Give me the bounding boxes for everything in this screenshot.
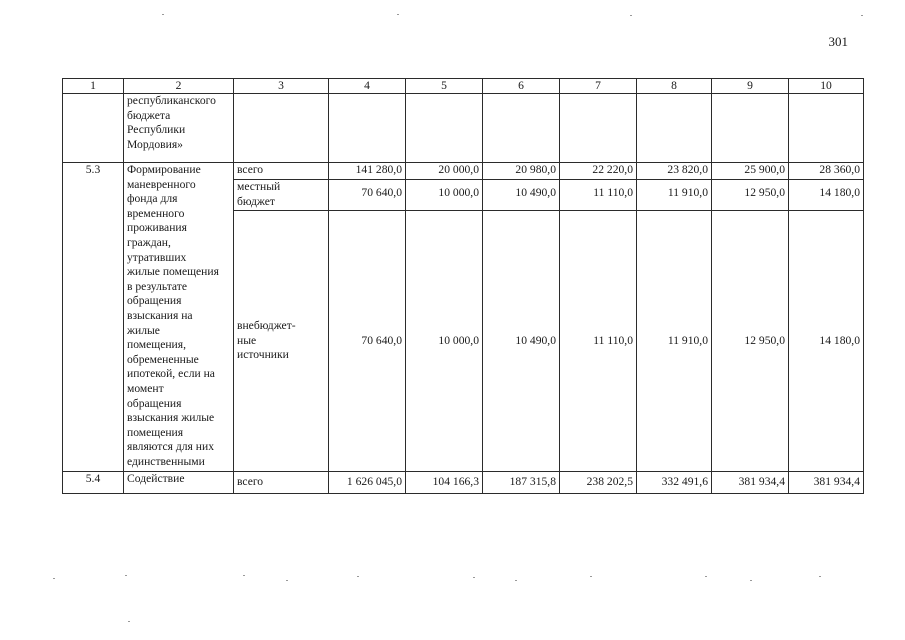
- value-cell: 381 934,4: [789, 472, 864, 494]
- text-line: взыскания жилые: [127, 411, 215, 425]
- text-line: помещения,: [127, 338, 186, 352]
- value-cell: 238 202,5: [560, 472, 637, 494]
- value-cell: 23 820,0: [637, 163, 712, 180]
- source-text: [237, 319, 325, 363]
- table-cell: [329, 94, 406, 163]
- value-cell: 10 490,0: [483, 211, 560, 472]
- table-cell: [637, 94, 712, 163]
- text-line: бюджета: [127, 108, 171, 122]
- text-line: всего: [237, 475, 264, 489]
- scan-speck: [861, 15, 863, 16]
- text-line: фонда для: [127, 192, 178, 206]
- value-cell: 10 490,0: [483, 180, 560, 211]
- header-cell: 6: [483, 79, 560, 94]
- value-cell: 10 000,0: [406, 211, 483, 472]
- scan-speck: [473, 577, 475, 578]
- value-cell: 14 180,0: [789, 180, 864, 211]
- header-cell: 10: [789, 79, 864, 94]
- scan-speck: [705, 576, 707, 577]
- text-line: являются для них: [127, 440, 214, 454]
- header-cell: 9: [712, 79, 789, 94]
- scan-speck: [128, 621, 130, 622]
- value-cell: 70 640,0: [329, 211, 406, 472]
- header-cell: 2: [124, 79, 234, 94]
- value-cell: 104 166,3: [406, 472, 483, 494]
- text-line: обращения: [127, 396, 182, 410]
- value-cell: 25 900,0: [712, 163, 789, 180]
- text-line: проживания: [127, 221, 187, 235]
- table-header-row: [63, 79, 864, 94]
- text-line: ипотекой, если на: [127, 367, 215, 381]
- value-cell: 12 950,0: [712, 211, 789, 472]
- table-row-5-4-total: [63, 472, 864, 494]
- text-line: Формирование: [127, 163, 201, 176]
- scan-speck: [819, 576, 821, 577]
- text-line: жилые помещения: [127, 265, 219, 279]
- text-line: источники: [237, 348, 289, 362]
- text-line: Республики: [127, 123, 186, 137]
- text-line: временного: [127, 206, 185, 220]
- row-id-cell: 5.3: [63, 163, 124, 472]
- value-cell: 10 000,0: [406, 180, 483, 211]
- text-line: маневренного: [127, 177, 196, 191]
- scan-speck: [397, 14, 399, 15]
- text-line: обращения: [127, 294, 182, 308]
- source-cell: [234, 180, 329, 211]
- value-cell: 11 910,0: [637, 211, 712, 472]
- source-cell: [234, 472, 329, 494]
- text-line: Мордовия»: [127, 137, 183, 151]
- row-name-cell: [124, 94, 234, 163]
- row-id-cell: 5.4: [63, 472, 124, 494]
- header-cell: 8: [637, 79, 712, 94]
- text-line: республиканского: [127, 94, 216, 107]
- scan-speck: [515, 580, 517, 581]
- value-cell: 11 110,0: [560, 180, 637, 211]
- scan-speck: [590, 576, 592, 577]
- value-cell: 141 280,0: [329, 163, 406, 180]
- source-text: [237, 180, 325, 209]
- scan-speck: [162, 14, 164, 15]
- table-cell: [560, 94, 637, 163]
- value-cell: 20 980,0: [483, 163, 560, 180]
- header-cell: 1: [63, 79, 124, 94]
- value-cell: 11 910,0: [637, 180, 712, 211]
- text-line: взыскания на: [127, 308, 193, 322]
- text-line: жилые: [127, 323, 160, 337]
- value-cell: 12 950,0: [712, 180, 789, 211]
- text-line: единственными: [127, 454, 205, 468]
- row-name-text: [127, 472, 230, 487]
- header-cell: 5: [406, 79, 483, 94]
- row-name-text: [127, 94, 230, 152]
- text-line: утративших: [127, 250, 187, 264]
- table-row-continuation: [63, 94, 864, 163]
- source-cell: [234, 163, 329, 180]
- value-cell: 381 934,4: [712, 472, 789, 494]
- row-name-cell: [124, 163, 234, 472]
- header-cell: 3: [234, 79, 329, 94]
- budget-table: [62, 78, 864, 494]
- value-cell: 11 110,0: [560, 211, 637, 472]
- value-cell: 28 360,0: [789, 163, 864, 180]
- table-cell: [63, 94, 124, 163]
- text-line: Содействие: [127, 472, 185, 485]
- value-cell: 22 220,0: [560, 163, 637, 180]
- table-cell: [483, 94, 560, 163]
- value-cell: 70 640,0: [329, 180, 406, 211]
- header-cell: 7: [560, 79, 637, 94]
- table-cell: [712, 94, 789, 163]
- scan-speck: [243, 575, 245, 576]
- row-name-text: [127, 163, 230, 469]
- table-cell: [234, 94, 329, 163]
- text-line: в результате: [127, 279, 187, 293]
- text-line: помещения: [127, 425, 184, 439]
- value-cell: 187 315,8: [483, 472, 560, 494]
- scan-speck: [125, 575, 127, 576]
- text-line: момент: [127, 381, 164, 395]
- value-cell: 1 626 045,0: [329, 472, 406, 494]
- text-line: бюджет: [237, 194, 275, 208]
- scan-speck: [630, 15, 632, 16]
- table-cell: [406, 94, 483, 163]
- text-line: внебюджет-: [237, 319, 296, 333]
- value-cell: 14 180,0: [789, 211, 864, 472]
- scan-speck: [750, 580, 752, 581]
- page-number: 301: [828, 34, 848, 49]
- source-cell: [234, 211, 329, 472]
- value-cell: 20 000,0: [406, 163, 483, 180]
- scan-speck: [357, 576, 359, 577]
- text-line: всего: [237, 163, 264, 176]
- text-line: граждан,: [127, 235, 171, 249]
- text-line: ные: [237, 333, 257, 347]
- scan-speck: [53, 578, 55, 579]
- scan-speck: [286, 580, 288, 581]
- text-line: обремененные: [127, 352, 199, 366]
- value-cell: 332 491,6: [637, 472, 712, 494]
- table-row-5-3-total: [63, 163, 864, 180]
- source-text: [237, 475, 325, 490]
- source-text: [237, 163, 325, 178]
- table-cell: [789, 94, 864, 163]
- text-line: местный: [237, 180, 281, 193]
- header-cell: 4: [329, 79, 406, 94]
- row-name-cell: [124, 472, 234, 494]
